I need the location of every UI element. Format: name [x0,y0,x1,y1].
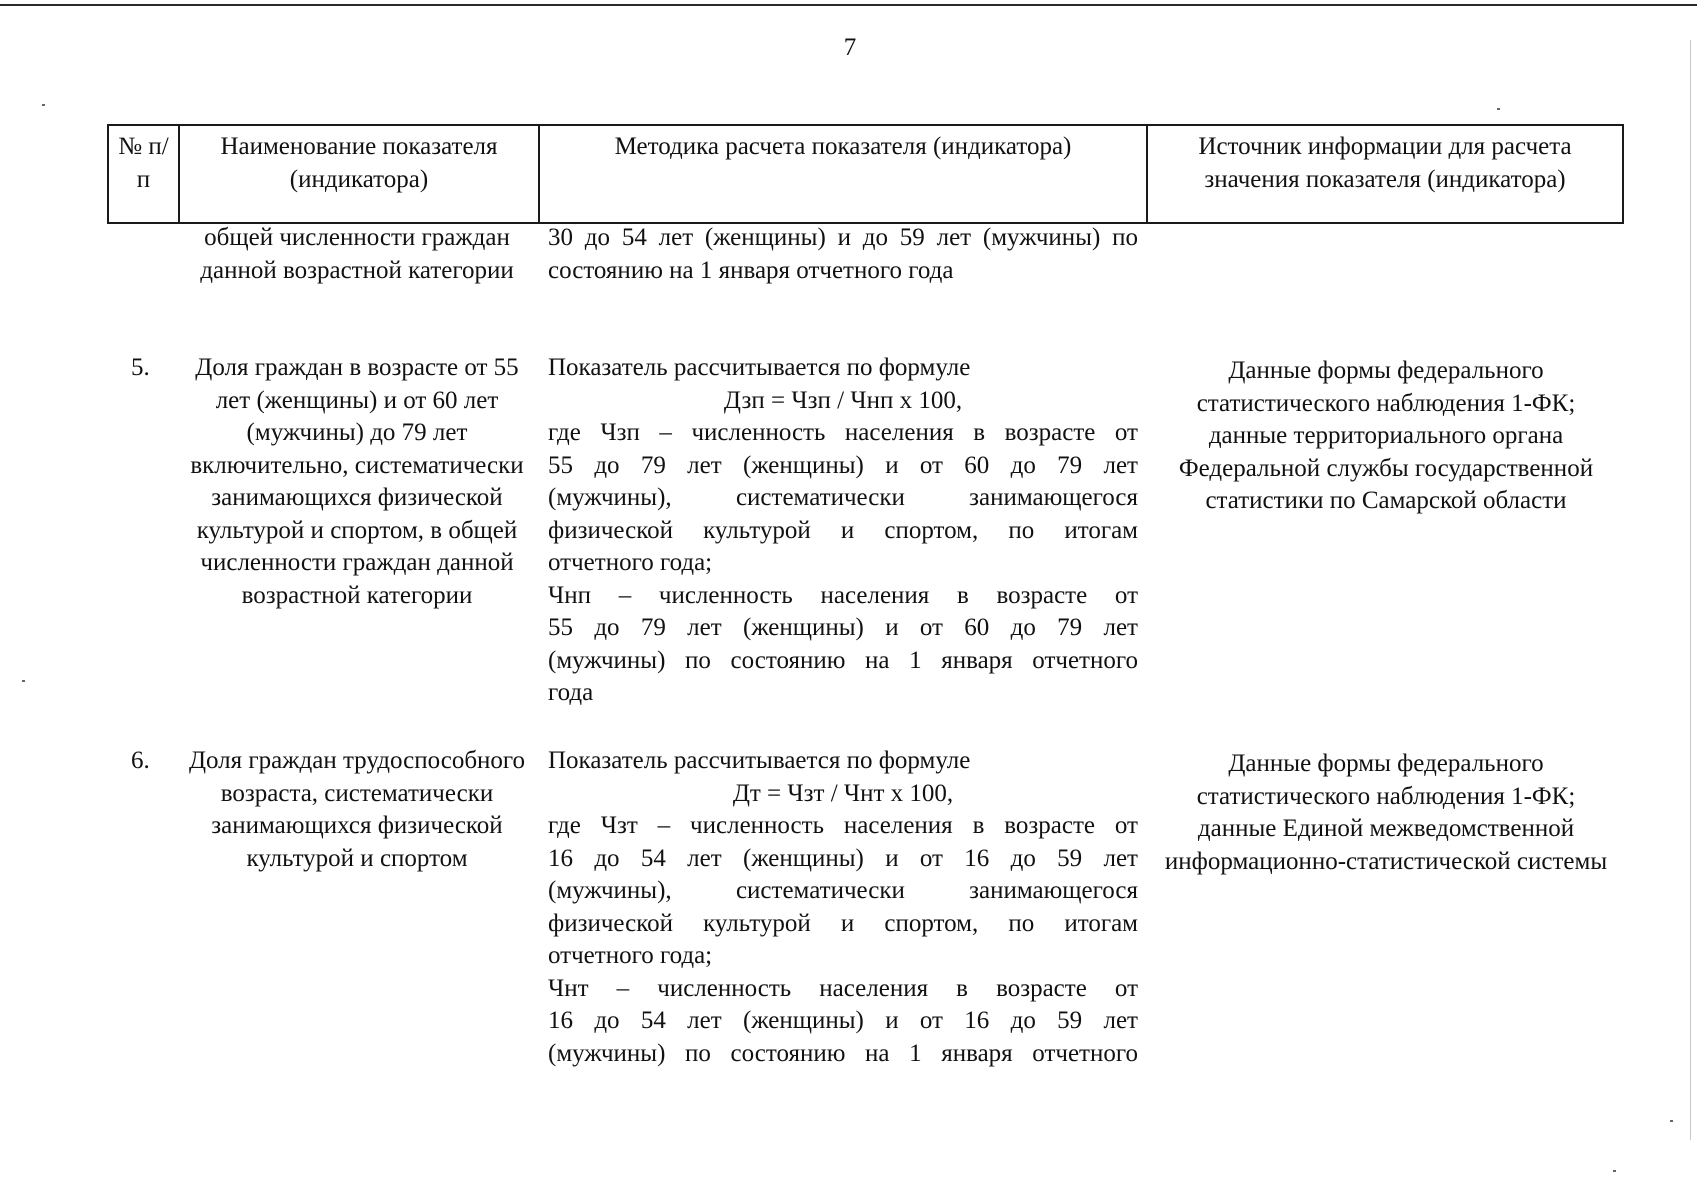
method-line: 55 до 79 лет (женщины) и от 60 до 79 лет [548,451,1138,479]
method-line: где Чзп – численность населения в возрасте от [548,419,1138,446]
method-line: физической культурой и спортом, по итогам [548,516,1138,544]
calculation-method [538,745,1146,1070]
scan-speck [42,104,45,106]
method-line: года [548,679,594,706]
method-line: 16 до 54 лет (женщины) и от 16 до 59 лет [548,1007,1138,1034]
header-indicator-name: Наименование показателя (индикатора) [179,125,539,223]
method-intro: Показатель рассчитывается по формуле [548,354,971,381]
scan-speck [1497,108,1500,110]
method-line: (мужчины), систематически занимающегося [548,877,1138,904]
method-line: 55 до 79 лет (женщины) и от 60 до 79 лет [548,614,1138,641]
method-formula: Дт = Чзт / Чнт x 100, [732,779,954,807]
method-intro: Показатель рассчитывается по формуле [548,747,971,774]
calculation-method [538,352,1146,745]
method-line: отчетного года; [548,942,713,969]
page-number: 7 [843,34,857,61]
method-text: 30 до 54 лет (женщины) и до 59 лет (мужчины) по состоянию на 1 января отчетного года [548,224,1138,284]
header-information-source: Источник информации для расчета значения показателя (индикатора) [1147,125,1623,223]
information-source [1146,222,1622,352]
table-row-continuation [107,222,1622,352]
method-line: 16 до 54 лет (женщины) и от 16 до 59 лет [548,844,1138,872]
right-scan-edge [1690,40,1691,1140]
row-number: 6. [131,747,150,774]
scan-speck [22,680,25,682]
scan-speck [1670,1120,1673,1122]
method-line: отчетного года; [548,549,713,576]
information-source: Данные формы федерального статистического наблюдения 1-ФК; данные Единой межведомственной информационно-статистической системы [1164,750,1608,875]
table-body [107,222,1622,1070]
indicator-name: общей численности граждан данной возрастной категории [200,224,514,284]
method-line: (мужчины) по состоянию на 1 января отчетного [548,1039,1138,1067]
table-row [107,745,1622,1070]
table-header [107,124,1624,224]
header-number: № п/п [108,125,179,223]
method-line: Чнт – численность населения в возрасте от [548,974,1138,1002]
top-border-line [0,4,1697,6]
method-line: где Чзт – численность населения в возрасте от [548,812,1138,839]
row-number [107,222,178,352]
method-line: Чнп – численность населения в возрасте от [548,581,1138,609]
method-formula: Дзп = Чзп / Чнп x 100, [723,386,963,414]
row-number: 5. [131,354,150,381]
indicator-name: Доля граждан трудоспособного возраста, систематически занимающихся физической культурой и спортом [188,747,526,872]
table-row [107,352,1622,745]
method-line: (мужчины), систематически занимающегося [548,484,1138,511]
method-line: физической культурой и спортом, по итогам [548,909,1138,937]
scan-speck [1613,1170,1616,1172]
header-calculation-method: Методика расчета показателя (индикатора) [539,125,1147,223]
information-source: Данные формы федерального статистического наблюдения 1-ФК; данные территориального органа Федеральной службы государственной статистики по Самарской области [1178,357,1594,514]
method-line: (мужчины) по состоянию на 1 января отчетного [548,646,1138,674]
calculation-method [538,222,1146,352]
indicator-name: Доля граждан в возрасте от 55 лет (женщины) и от 60 лет (мужчины) до 79 лет включительно, систематически занимающихся физической культурой и спортом, в общей численности граждан данной возрастной категории [190,354,524,609]
